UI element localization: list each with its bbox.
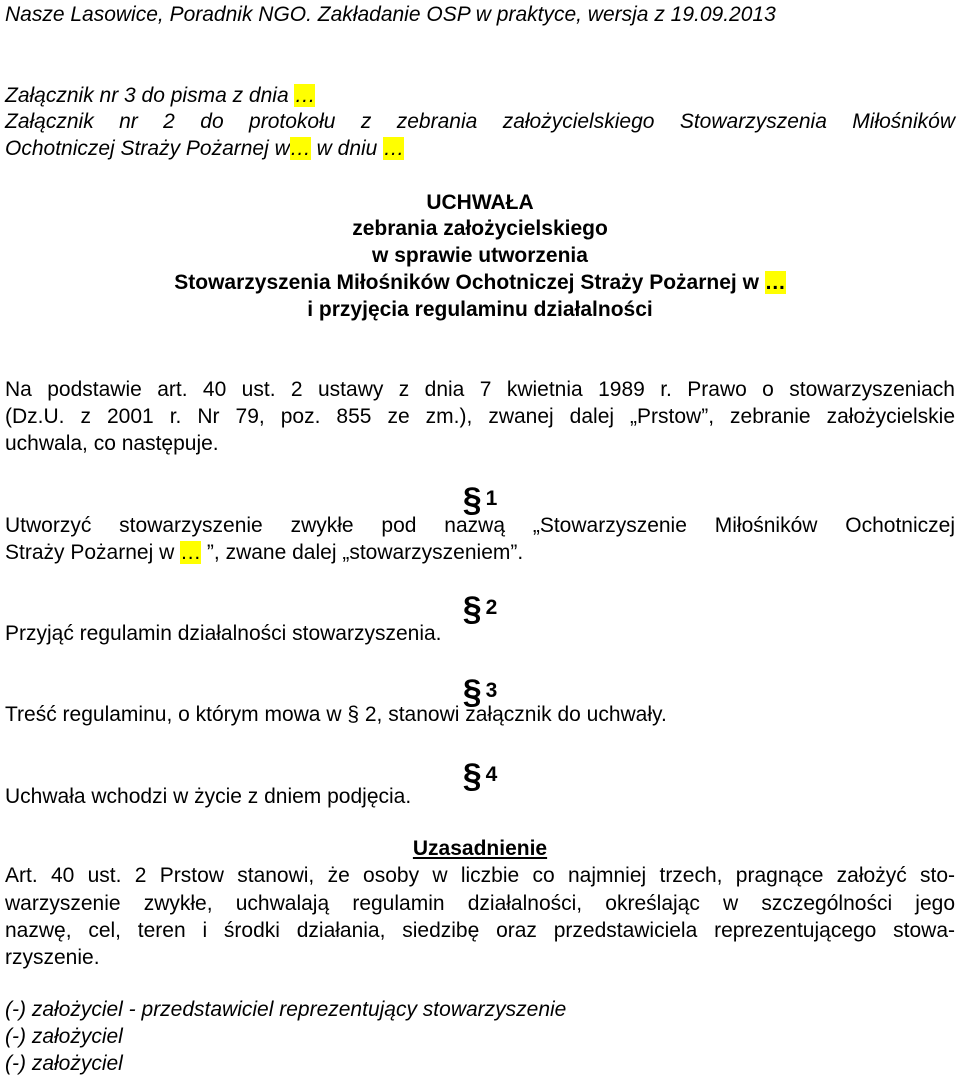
placeholder-ellipsis: … xyxy=(289,137,311,160)
placeholder-ellipsis: … xyxy=(294,84,316,107)
resolution-subtitle-2: w sprawie utworzenia xyxy=(372,244,588,267)
section-number: 2 xyxy=(485,596,498,619)
annex-line-1-text: Załącznik nr 3 do pisma z dnia xyxy=(5,84,289,107)
annex-line-3-text-b: w dniu xyxy=(316,137,378,160)
section-3-text-b: , stanowi załącznik do uchwały. xyxy=(376,703,667,726)
placeholder-ellipsis: … xyxy=(764,271,786,294)
annex-line-3-text-a: Ochotniczej Straży Pożarnej w xyxy=(5,137,290,160)
signature-line-1: (-) założyciel - przedstawiciel reprezentujący stowarzyszenie xyxy=(5,998,567,1021)
preamble-line-2: (Dz.U. z 2001 r. Nr 79, poz. 855 ze zm.), zwanej dalej „Prstow”, zebranie założycielskie xyxy=(5,405,955,428)
section-3-heading xyxy=(0,673,960,711)
section-sign: § xyxy=(462,757,482,795)
section-1-line-1: Utworzyć stowarzyszenie zwykłe pod nazwą „Stowarzyszenie Miłośników Ochotniczej xyxy=(5,514,955,537)
section-3-text-a: Treść regulaminu, o którym mowa w xyxy=(5,703,342,726)
justification-line-3: nazwę, cel, teren i środki działania, siedzibę oraz przedstawiciela reprezentującego stowa- xyxy=(5,919,955,942)
signature-line-3: (-) założyciel xyxy=(5,1052,123,1075)
section-2-heading xyxy=(0,590,960,628)
section-number: 3 xyxy=(485,679,498,702)
section-3-reference: § 2 xyxy=(347,703,377,726)
annex-line-1 xyxy=(5,83,315,109)
section-number: 4 xyxy=(485,763,498,786)
resolution-subtitle-4: i przyjęcia regulaminu działalności xyxy=(307,298,653,321)
resolution-subtitle-3-text: Stowarzyszenia Miłośników Ochotniczej Straży Pożarnej w xyxy=(174,271,759,294)
resolution-title: UCHWAŁA xyxy=(426,191,534,214)
section-1-heading xyxy=(0,481,960,519)
signature-line-2: (-) założyciel xyxy=(5,1025,123,1048)
section-sign: § xyxy=(462,590,482,628)
section-1-line-2 xyxy=(5,540,523,566)
page-header: Nasze Lasowice, Poradnik NGO. Zakładanie OSP w praktyce, wersja z 19.09.2013 xyxy=(5,3,776,26)
justification-title: Uzasadnienie xyxy=(412,837,548,860)
preamble-line-3: uchwala, co następuje. xyxy=(5,432,219,455)
annex-line-3 xyxy=(5,136,404,162)
section-1-line-2-text-a: Straży Pożarnej w xyxy=(5,541,175,564)
section-sign: § xyxy=(462,481,482,519)
section-sign: § xyxy=(462,673,482,711)
section-2-text: Przyjąć regulamin działalności stowarzyszenia. xyxy=(5,622,442,645)
preamble-line-1: Na podstawie art. 40 ust. 2 ustawy z dnia 7 kwietnia 1989 r. Prawo o stowarzyszeniach xyxy=(5,378,955,401)
placeholder-ellipsis: … xyxy=(180,541,202,564)
annex-line-2: Załącznik nr 2 do protokołu z zebrania założycielskiego Stowarzyszenia Miłośników xyxy=(5,110,955,133)
justification-line-2: warzyszenie zwykłe, uchwalają regulamin działalności, określając w szczególności jego xyxy=(5,892,955,915)
section-number: 1 xyxy=(485,487,498,510)
justification-line-4: rzyszenie. xyxy=(5,946,100,969)
section-3-text xyxy=(5,702,667,728)
justification-line-1: Art. 40 ust. 2 Prstow stanowi, że osoby w liczbie co najmniej trzech, pragnące założyć sto- xyxy=(5,864,955,887)
placeholder-ellipsis: … xyxy=(383,137,405,160)
resolution-subtitle-1: zebrania założycielskiego xyxy=(352,217,608,240)
resolution-subtitle-3 xyxy=(0,270,960,296)
section-1-line-2-text-b: ”, zwane dalej „stowarzyszeniem”. xyxy=(206,541,524,564)
section-4-text: Uchwała wchodzi w życie z dniem podjęcia. xyxy=(5,785,412,808)
